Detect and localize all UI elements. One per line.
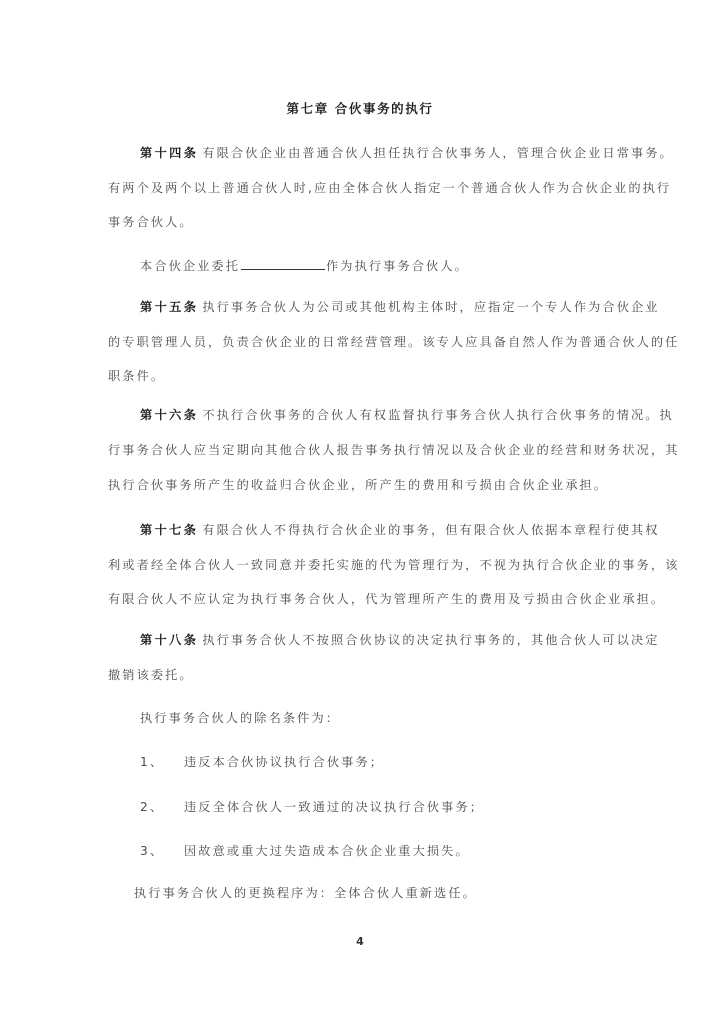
article-17-line-1 (140, 522, 660, 538)
chapter-title: 第七章 合伙事务的执行 (286, 101, 434, 116)
article-15-line-3: 职条件。 (108, 369, 166, 383)
article-number: 第十四条 (140, 146, 199, 160)
article-16-line-1 (140, 407, 674, 423)
article-17-line-3: 有限合伙人不应认定为执行事务合伙人，代为管理所产生的费用及亏损由合伙企业承担。 (108, 592, 666, 606)
partner-name-blank[interactable] (241, 257, 325, 270)
article-14-line-1 (140, 145, 674, 161)
article-15-line-2: 的专职管理人员，负责合伙企业的日常经营管理。该专人应具备自然人作为普通合伙人的任 (108, 335, 680, 349)
list-text: 违反本合伙协议执行合伙事务； (184, 755, 385, 769)
delegation-line (140, 257, 469, 274)
article-number: 第十八条 (140, 633, 199, 647)
list-number: 2、 (140, 800, 165, 814)
removal-condition-2 (140, 799, 484, 815)
article-14-line-3: 事务合伙人。 (108, 215, 194, 229)
article-18-line-1 (140, 632, 660, 648)
article-17-line-2: 利或者经全体合伙人一致同意并委托实施的代为管理行为，不视为执行合伙企业的事务，该 (108, 558, 680, 572)
delegation-text-after: 作为执行事务合伙人。 (326, 259, 469, 273)
article-number: 第十五条 (140, 300, 199, 314)
delegation-text-before: 本合伙企业委托 (140, 259, 241, 273)
removal-intro: 执行事务合伙人的除名条件为： (140, 711, 341, 725)
article-text: 有限合伙人不得执行合伙企业的事务，但有限合伙人依据本章程行使其权 (202, 523, 660, 537)
list-text: 因故意或重大过失造成本合伙企业重大损失。 (184, 844, 470, 858)
replacement-procedure: 执行事务合伙人的更换程序为：全体合伙人重新选任。 (134, 886, 477, 900)
article-text: 有限合伙企业由普通合伙人担任执行合伙事务人，管理合伙企业日常事务。 (202, 146, 674, 160)
article-16-line-3: 执行合伙事务所产生的收益归合伙企业，所产生的费用和亏损由合伙企业承担。 (108, 478, 609, 492)
article-14-line-2: 有两个及两个以上普通合伙人时,应由全体合伙人指定一个普通合伙人作为合伙企业的执行 (108, 181, 672, 195)
article-number: 第十六条 (140, 408, 199, 422)
list-text: 违反全体合伙人一致通过的决议执行合伙事务； (184, 800, 485, 814)
article-number: 第十七条 (140, 523, 199, 537)
removal-condition-3 (140, 843, 470, 859)
page-number: 4 (356, 935, 364, 948)
list-number: 1、 (140, 755, 165, 769)
list-number: 3、 (140, 844, 165, 858)
article-text: 不执行合伙事务的合伙人有权监督执行事务合伙人执行合伙事务的情况。执 (202, 408, 674, 422)
article-15-line-1 (140, 299, 660, 315)
article-text: 执行事务合伙人不按照合伙协议的决定执行事务的，其他合伙人可以决定 (202, 633, 660, 647)
removal-condition-1 (140, 754, 384, 770)
article-text: 执行事务合伙人为公司或其他机构主体时，应指定一个专人作为合伙企业 (202, 300, 660, 314)
article-18-line-2: 撤销该委托。 (108, 668, 194, 682)
article-16-line-2: 行事务合伙人应当定期向其他合伙人报告事务执行情况以及合伙企业的经营和财务状况，其 (108, 443, 680, 457)
